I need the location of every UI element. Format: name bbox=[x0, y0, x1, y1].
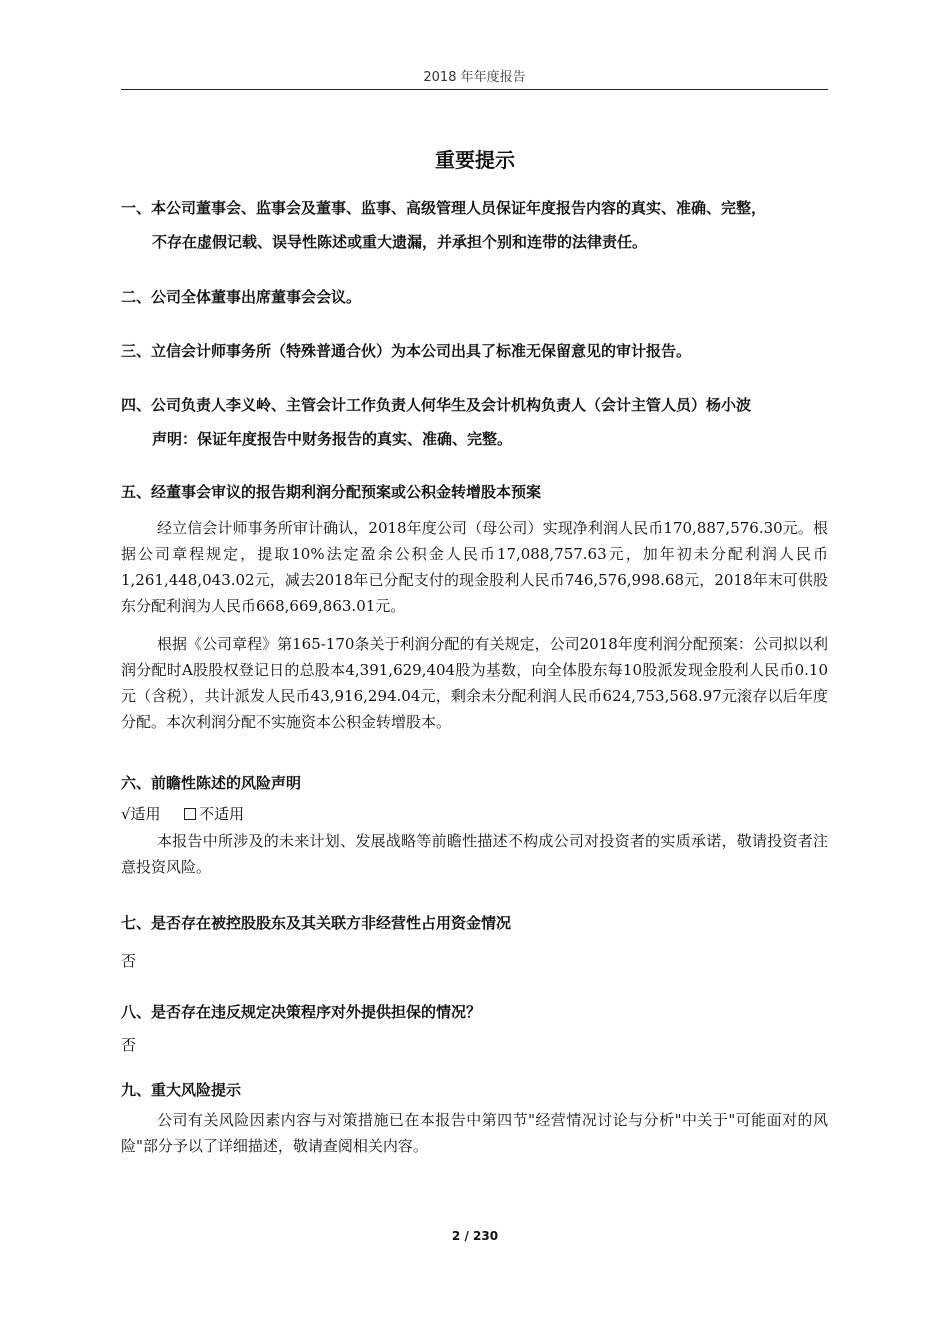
section-9-heading: 九、重大风险提示 bbox=[121, 1081, 242, 1099]
header-divider bbox=[121, 89, 828, 90]
section-2: 二、公司全体董事出席董事会会议。 bbox=[121, 288, 362, 306]
section-7-answer: 否 bbox=[121, 952, 137, 970]
applicability-options bbox=[121, 803, 244, 824]
section-8-heading: 八、是否存在违反规定决策程序对外提供担保的情况？ bbox=[121, 1003, 482, 1021]
section-1-line-1: 一、本公司董事会、监事会及董事、监事、高级管理人员保证年度报告内容的真实、准确、完整， bbox=[121, 199, 767, 217]
not-applicable-option: 不适用 bbox=[199, 805, 245, 823]
page-number: 2 / 230 bbox=[451, 1229, 499, 1243]
section-7-heading: 七、是否存在被控股股东及其关联方非经营性占用资金情况 bbox=[121, 914, 512, 932]
applicable-option: √适用 bbox=[121, 805, 161, 823]
section-6-heading: 六、前瞻性陈述的风险声明 bbox=[121, 774, 302, 792]
section-5-paragraph-1: 经立信会计师事务所审计确认，2018年度公司（母公司）实现净利润人民币170,887,576.30元。根据公司章程规定，提取10%法定盈余公积金人民币17,088,757.63元，加年初未分配利润人民币1,261,448,043.02元，减去2018年已分配支付的现金股利人民币746,576,998.68元，2018年末可供股东分配利润为人民币668,669,863.01元。 bbox=[121, 519, 828, 615]
section-4-line-2: 声明：保证年度报告中财务报告的真实、准确、完整。 bbox=[152, 430, 513, 448]
section-5-heading: 五、经董事会审议的报告期利润分配预案或公积金转增股本预案 bbox=[121, 483, 542, 501]
section-5-paragraph-2: 根据《公司章程》第165-170条关于利润分配的有关规定，公司2018年度利润分配预案：公司拟以利润分配时A股股权登记日的总股本4,391,629,404股为基数，向全体股东每10股派发现金股利人民币0.10元（含税），共计派发人民币43,916,294.04元，剩余未分配利润人民币624,753,568.97元滚存以后年度分配。本次利润分配不实施资本公积金转增股本。 bbox=[121, 635, 828, 731]
unchecked-box-icon bbox=[184, 808, 196, 820]
section-8-answer: 否 bbox=[121, 1036, 137, 1054]
section-1-line-2: 不存在虚假记载、误导性陈述或重大遗漏，并承担个别和连带的法律责任。 bbox=[152, 233, 648, 251]
section-6-paragraph: 本报告中所涉及的未来计划、发展战略等前瞻性描述不构成公司对投资者的实质承诺，敬请投资者注意投资风险。 bbox=[121, 832, 828, 876]
running-header: 2018 年年度报告 bbox=[423, 70, 526, 85]
section-3: 三、立信会计师事务所（特殊普通合伙）为本公司出具了标准无保留意见的审计报告。 bbox=[121, 342, 692, 360]
section-4-line-1: 四、公司负责人李义岭、主管会计工作负责人何华生及会计机构负责人（会计主管人员）杨小波 bbox=[121, 396, 752, 414]
section-9-paragraph: 公司有关风险因素内容与对策措施已在本报告中第四节"经营情况讨论与分析"中关于"可能面对的风险"部分予以了详细描述，敬请查阅相关内容。 bbox=[121, 1111, 828, 1155]
page-title: 重要提示 bbox=[435, 148, 515, 172]
